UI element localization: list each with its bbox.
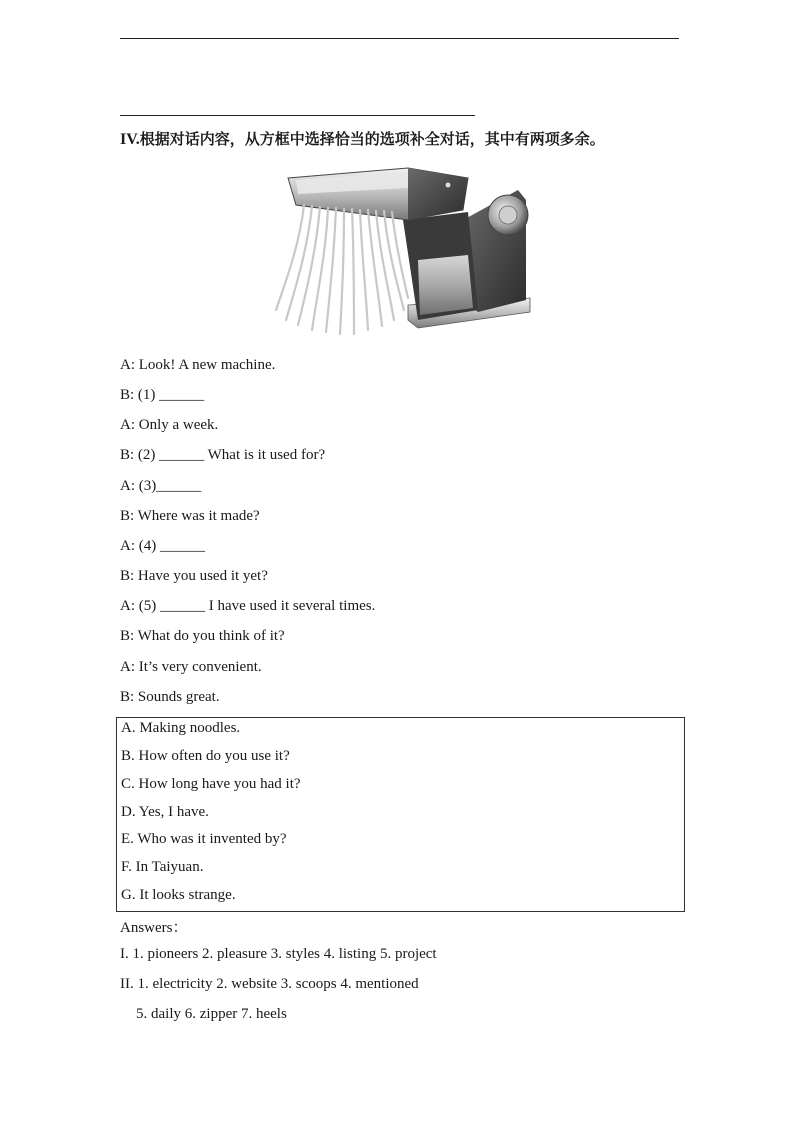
option-item: A. Making noodles. xyxy=(121,720,241,736)
option-item: E. Who was it invented by? xyxy=(121,831,287,847)
answer-line: I. 1. pioneers 2. pleasure 3. styles 4. listing 5. project xyxy=(120,946,437,962)
option-item: F. In Taiyuan. xyxy=(121,859,204,875)
answer-line: 5. daily 6. zipper 7. heels xyxy=(136,1006,287,1022)
pasta-machine-icon xyxy=(268,160,534,340)
dialogue-line: B: What do you think of it? xyxy=(120,628,285,644)
dialogue-line: B: Where was it made? xyxy=(120,508,260,524)
dialogue-line: A: (4) ______ xyxy=(120,538,205,554)
top-rule xyxy=(120,38,679,39)
dialogue-line: A: Look! A new machine. xyxy=(120,357,276,373)
option-item: C. How long have you had it? xyxy=(121,776,301,792)
answer-blank-rule xyxy=(120,115,475,116)
dialogue-line: B: (2) ______ What is it used for? xyxy=(120,447,326,463)
dialogue-line: A: It’s very convenient. xyxy=(120,659,262,675)
section-heading xyxy=(120,128,605,149)
dialogue-line: A: Only a week. xyxy=(120,417,219,433)
dialogue-line: B: Sounds great. xyxy=(120,689,220,705)
option-item: G. It looks strange. xyxy=(121,887,236,903)
dialogue-line: A: (3)______ xyxy=(120,478,202,494)
dialogue-line: B: (1) ______ xyxy=(120,387,205,403)
dialogue-line: A: (5) ______ I have used it several times. xyxy=(120,598,376,614)
answers-heading: Answers： xyxy=(120,920,188,936)
section-number: IV. xyxy=(120,131,140,148)
answer-line: II. 1. electricity 2. website 3. scoops 4. mentioned xyxy=(120,976,419,992)
option-item: B. How often do you use it? xyxy=(121,748,290,764)
options-box xyxy=(116,717,685,912)
dialogue-line: B: Have you used it yet? xyxy=(120,568,268,584)
option-item: D. Yes, I have. xyxy=(121,804,209,820)
section-instruction: 根据对话内容，从方框中选择恰当的选项补全对话，其中有两项多余。 xyxy=(139,130,605,148)
